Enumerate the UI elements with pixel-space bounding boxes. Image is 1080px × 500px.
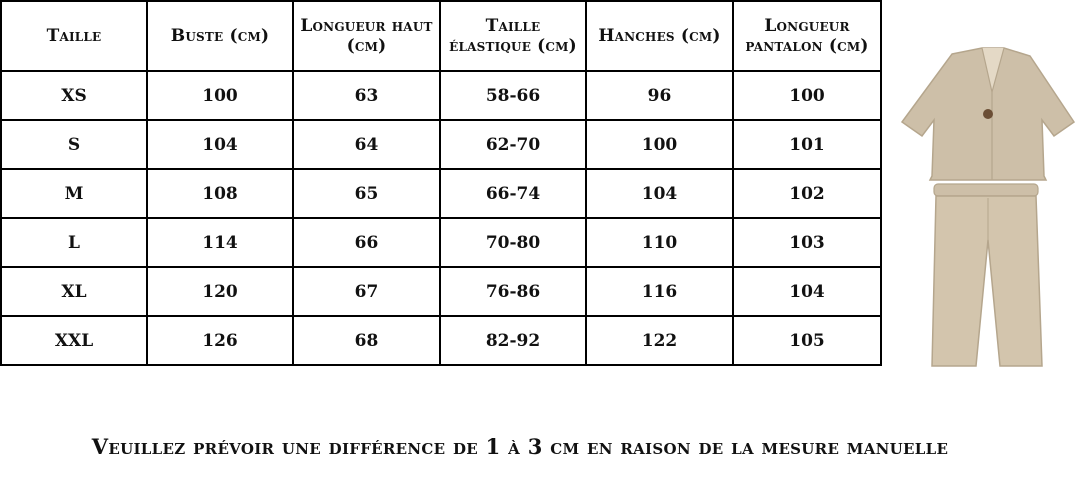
pajama-set-image (896, 40, 1080, 370)
cell-buste: 104 (147, 120, 293, 169)
cell-longueur-pantalon: 101 (733, 120, 881, 169)
cell-longueur-haut: 63 (293, 71, 440, 120)
cell-longueur-pantalon: 100 (733, 71, 881, 120)
cell-taille-elastique: 66-74 (440, 169, 586, 218)
cell-size: S (1, 120, 147, 169)
cell-longueur-haut: 67 (293, 267, 440, 316)
table-row (1, 169, 881, 218)
cell-size: XXL (1, 316, 147, 365)
cell-buste: 114 (147, 218, 293, 267)
beige-pajama-set-illustration-icon (896, 40, 1080, 370)
cell-longueur-pantalon: 102 (733, 169, 881, 218)
header-taille-elastique: Taille élastique (cm) (440, 1, 586, 71)
cell-buste: 126 (147, 316, 293, 365)
header-taille: Taille (1, 1, 147, 71)
header-hanches: Hanches (cm) (586, 1, 733, 71)
cell-size: XS (1, 71, 147, 120)
header-buste: Buste (cm) (147, 1, 293, 71)
cell-longueur-haut: 66 (293, 218, 440, 267)
cell-taille-elastique: 62-70 (440, 120, 586, 169)
cell-buste: 100 (147, 71, 293, 120)
cell-taille-elastique: 70-80 (440, 218, 586, 267)
cell-longueur-pantalon: 103 (733, 218, 881, 267)
table-row (1, 120, 881, 169)
cell-hanches: 100 (586, 120, 733, 169)
cell-buste: 108 (147, 169, 293, 218)
table-row (1, 218, 881, 267)
cell-hanches: 96 (586, 71, 733, 120)
cell-taille-elastique: 58-66 (440, 71, 586, 120)
cell-taille-elastique: 82-92 (440, 316, 586, 365)
cell-buste: 120 (147, 267, 293, 316)
cell-longueur-haut: 65 (293, 169, 440, 218)
cell-longueur-pantalon: 104 (733, 267, 881, 316)
table-row (1, 71, 881, 120)
cell-hanches: 122 (586, 316, 733, 365)
header-longueur-pantalon: Longueur pantalon (cm) (733, 1, 881, 71)
cell-hanches: 104 (586, 169, 733, 218)
cell-longueur-pantalon: 105 (733, 316, 881, 365)
cell-size: XL (1, 267, 147, 316)
cell-taille-elastique: 76-86 (440, 267, 586, 316)
measurement-note: Veuillez prévoir une différence de 1 à 3 cm en raison de la mesure manuelle (91, 434, 949, 459)
table-header-row (1, 1, 881, 71)
cell-hanches: 110 (586, 218, 733, 267)
cell-longueur-haut: 68 (293, 316, 440, 365)
cell-longueur-haut: 64 (293, 120, 440, 169)
cell-size: M (1, 169, 147, 218)
header-longueur-haut: Longueur haut (cm) (293, 1, 440, 71)
cell-size: L (1, 218, 147, 267)
table-row (1, 267, 881, 316)
table-row (1, 316, 881, 365)
cell-hanches: 116 (586, 267, 733, 316)
